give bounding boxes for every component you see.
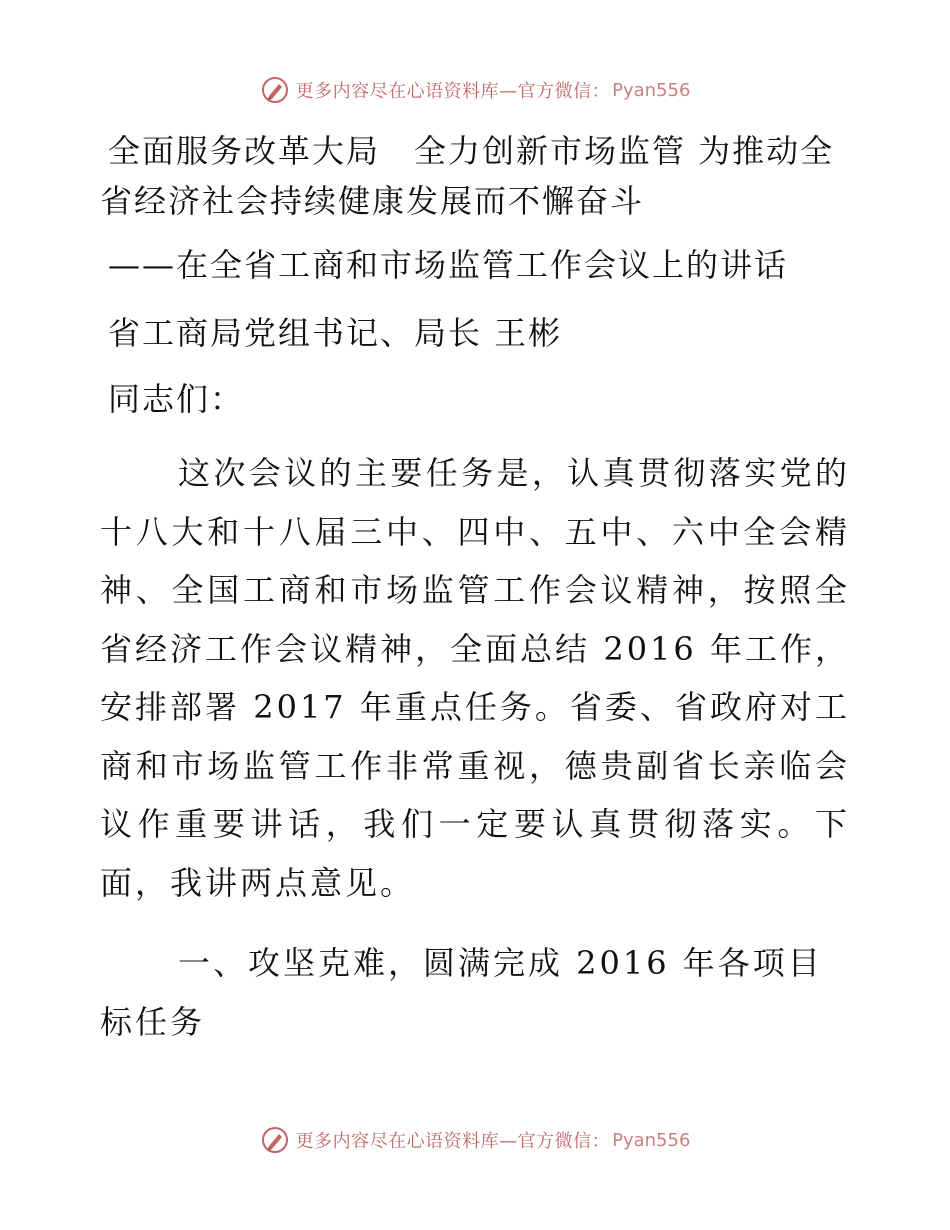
watermark-header [0, 70, 950, 110]
document-body [100, 126, 850, 1051]
document-title: 全面服务改革大局 全力创新市场监管 为推动全省经济社会持续健康发展而不懈奋斗 [100, 132, 835, 220]
pen-logo-icon [260, 1125, 290, 1155]
watermark-text: 更多内容尽在心语资料库—官方微信： [295, 81, 611, 102]
pen-logo-icon [260, 75, 290, 105]
watermark-text: 更多内容尽在心语资料库—官方微信： [295, 1131, 611, 1152]
document-subtitle: ——在全省工商和市场监管工作会议上的讲话 [108, 246, 789, 284]
watermark-wechat-id: Pyan556 [612, 1129, 691, 1151]
greeting: 同志们： [108, 380, 245, 418]
watermark-footer [0, 1120, 950, 1160]
paragraph-intro: 这次会议的主要任务是，认真贯彻落实党的十八大和十八届三中、四中、五中、六中全会精神、全国工商和市场监管工作会议精神，按照全省经济工作会议精神，全面总结 2016 年工作，安排部署 2017 年重点任务。省委、省政府对工商和市场监管工作非常重视，德贵副省长亲临会议作重要讲话，我们一定要认真贯彻落实。下面，我讲两点意见。 [100, 454, 850, 902]
watermark-wechat-id: Pyan556 [612, 79, 691, 101]
section-heading-1: 一、攻坚克难，圆满完成 2016 年各项目标任务 [100, 944, 823, 1041]
document-author: 省工商局党组书记、局长 王彬 [108, 314, 563, 352]
